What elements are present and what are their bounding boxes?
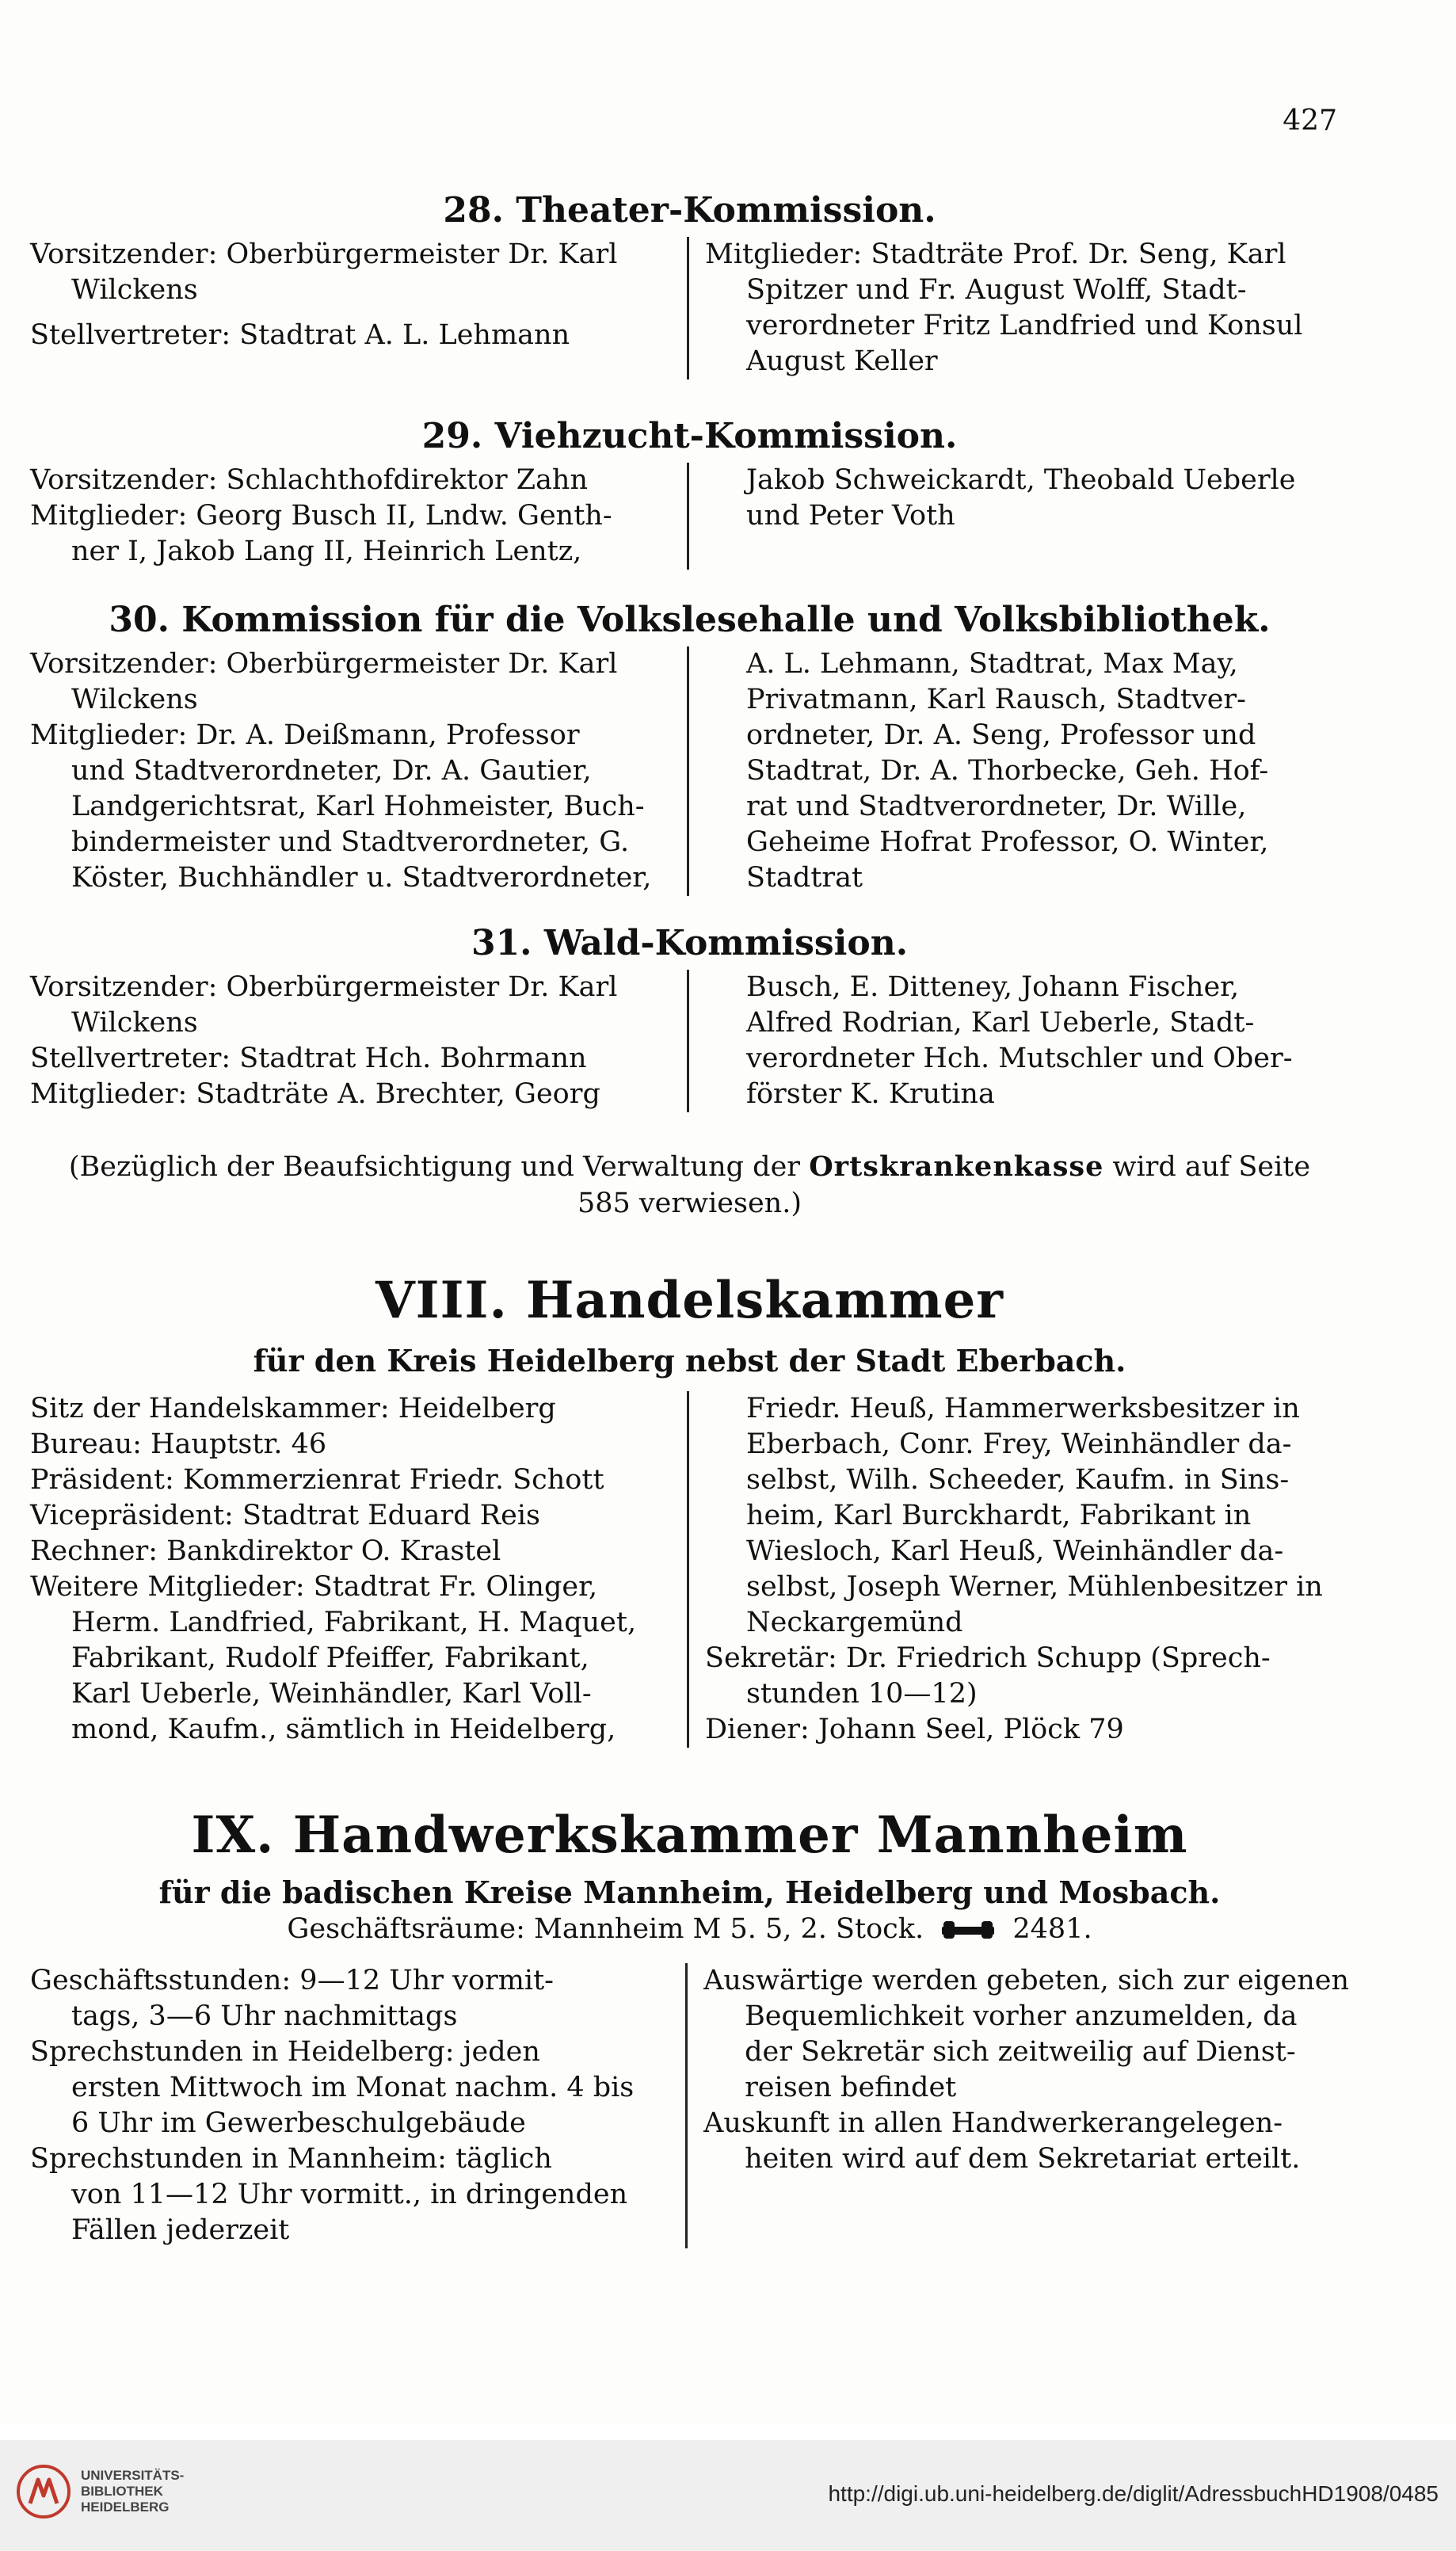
text-line: und Stadtverordneter, Dr. A. Gautier, — [71, 754, 592, 787]
text-line: Auskunft in allen Handwerkerangelegen- — [703, 2107, 1283, 2140]
address-text: Geschäftsräume: Mannheim M 5. 5, 2. Stock. — [287, 1912, 924, 1945]
text-line: Fällen jederzeit — [71, 2214, 290, 2247]
phone-number: 2481. — [1012, 1912, 1092, 1945]
note-emphasis: Ortskrankenkasse — [809, 1150, 1104, 1183]
logo-text-line: BIBLIOTHEK — [81, 2484, 163, 2499]
left-column — [30, 237, 687, 379]
section-29 — [30, 416, 1349, 570]
text-line: Sekretär: Dr. Friedrich Schupp (Sprech- — [705, 1642, 1271, 1674]
right-column — [685, 1963, 1349, 2248]
right-column — [687, 237, 1349, 379]
right-column — [687, 463, 1349, 570]
section-title: 30. Kommission für die Volkslesehalle und Volksbibliothek. — [109, 600, 1271, 640]
left-column — [30, 1963, 685, 2248]
text-line: Fabrikant, Rudolf Pfeiffer, Fabrikant, — [71, 1642, 589, 1674]
chapter-title: IX. Handwerkskammer Mannheim — [191, 1806, 1188, 1865]
section-9-handwerkskammer — [30, 1806, 1349, 2248]
text-line: ordneter, Dr. A. Seng, Professor und — [746, 719, 1256, 751]
text-line: Sitz der Handelskammer: Heidelberg — [30, 1392, 556, 1424]
text-line: Mitglieder: Stadträte A. Brechter, Georg — [30, 1077, 600, 1110]
text-line: Stadtrat, Dr. A. Thorbecke, Geh. Hof- — [746, 754, 1269, 787]
text-line: Bureau: Hauptstr. 46 — [30, 1428, 327, 1460]
text-line: heiten wird auf dem Sekretariat erteilt. — [745, 2143, 1301, 2175]
text-line: Wilckens — [71, 273, 198, 306]
note-text: (Bezüglich der Beaufsichtigung und Verwaltung der — [68, 1151, 801, 1183]
chapter-title: VIII. Handelskammer — [375, 1271, 1004, 1330]
right-column — [687, 646, 1349, 896]
section-title: 29. Viehzucht-Kommission. — [421, 416, 958, 456]
text-line: stunden 10—12) — [746, 1677, 978, 1710]
text-line: heim, Karl Burckhardt, Fabrikant in — [746, 1499, 1252, 1531]
logo-text-line: UNIVERSITÄTS- — [81, 2468, 185, 2483]
telephone-icon — [940, 1919, 996, 1941]
text-line: verordneter Hch. Mutschler und Ober- — [746, 1042, 1293, 1074]
text-line: Diener: Johann Seel, Plöck 79 — [705, 1713, 1124, 1745]
source-url-link[interactable]: http://digi.ub.uni-heidelberg.de/diglit/AdressbuchHD1908/0485 — [828, 2481, 1439, 2506]
text-line: Neckargemünd — [746, 1606, 963, 1638]
text-line: reisen befindet — [745, 2072, 957, 2104]
left-column — [30, 646, 687, 896]
text-line: Stadtrat — [746, 861, 863, 894]
left-column — [30, 1391, 687, 1748]
library-logo[interactable] — [16, 2464, 184, 2519]
text-line: Stellvertreter: Stadtrat A. L. Lehmann — [30, 318, 570, 351]
address-line — [30, 1912, 1349, 1948]
text-line: A. L. Lehmann, Stadtrat, Max May, — [746, 647, 1238, 680]
text-line: Präsident: Kommerzienrat Friedr. Schott — [30, 1463, 604, 1496]
text-line: Mitglieder: Dr. A. Deißmann, Professor — [30, 719, 580, 751]
chapter-subtitle: für den Kreis Heidelberg nebst der Stadt Eberbach. — [253, 1342, 1126, 1378]
text-line: Friedr. Heuß, Hammerwerksbesitzer in — [746, 1392, 1300, 1424]
text-line: Herm. Landfried, Fabrikant, H. Maquet, — [71, 1606, 637, 1638]
left-column — [30, 463, 687, 570]
text-line: der Sekretär sich zeitweilig auf Dienst- — [745, 2036, 1296, 2069]
text-line: förster K. Krutina — [746, 1077, 995, 1110]
section-title: 28. Theater-Kommission. — [443, 190, 936, 231]
section-title: 31. Wald-Kommission. — [471, 923, 909, 963]
text-line: Vicepräsident: Stadtrat Eduard Reis — [30, 1499, 540, 1531]
text-line: Geheime Hofrat Professor, O. Winter, — [746, 826, 1269, 858]
right-column — [687, 970, 1349, 1112]
text-line: Jakob Schweickardt, Theobald Ueberle — [746, 463, 1296, 496]
text-line: Auswärtige werden gebeten, sich zur eigenen — [703, 1965, 1349, 1997]
text-line: ner I, Jakob Lang II, Heinrich Lentz, — [71, 535, 582, 567]
text-line: Weitere Mitglieder: Stadtrat Fr. Olinger, — [30, 1570, 598, 1603]
text-line: Wilckens — [71, 683, 198, 715]
text-line: Wiesloch, Karl Heuß, Weinhändler da- — [746, 1535, 1284, 1567]
text-line: Stellvertreter: Stadtrat Hch. Bohrmann — [30, 1042, 587, 1074]
text-line: Vorsitzender: Oberbürgermeister Dr. Karl — [30, 970, 618, 1003]
text-line: von 11—12 Uhr vormitt., in dringenden — [71, 2179, 628, 2211]
text-line: tags, 3—6 Uhr nachmittags — [71, 2000, 458, 2033]
text-line: selbst, Joseph Werner, Mühlenbesitzer in — [746, 1570, 1323, 1603]
text-line: Geschäftsstunden: 9—12 Uhr vormit- — [30, 1965, 554, 1997]
note-text: wird auf Seite 585 verwiesen.) — [577, 1151, 1311, 1219]
text-line: August Keller — [746, 345, 938, 377]
text-line: Bequemlichkeit vorher anzumelden, da — [745, 2000, 1298, 2033]
text-line: Busch, E. Ditteney, Johann Fischer, — [746, 970, 1240, 1003]
section-30 — [30, 600, 1349, 896]
text-line: Karl Ueberle, Weinhändler, Karl Voll- — [71, 1677, 592, 1710]
text-line: Landgerichtsrat, Karl Hohmeister, Buch- — [71, 790, 645, 822]
text-line: Vorsitzender: Oberbürgermeister Dr. Karl — [30, 647, 618, 680]
text-line: Spitzer und Fr. August Wolff, Stadt- — [746, 273, 1247, 306]
text-line: ersten Mittwoch im Monat nachm. 4 bis — [71, 2072, 635, 2104]
text-line: Alfred Rodrian, Karl Ueberle, Stadt- — [746, 1006, 1255, 1039]
left-column — [30, 970, 687, 1112]
text-line: Mitglieder: Georg Busch II, Lndw. Genth- — [30, 499, 612, 532]
chapter-subtitle: für die badischen Kreise Mannheim, Heidelberg und Mosbach. — [158, 1874, 1221, 1910]
text-line: selbst, Wilh. Scheeder, Kaufm. in Sins- — [746, 1463, 1290, 1496]
page-number: 427 — [1283, 105, 1337, 137]
reference-note — [30, 1149, 1349, 1222]
section-8-handelskammer — [30, 1272, 1349, 1748]
viewer-footer — [0, 2440, 1456, 2551]
text-line: Privatmann, Karl Rausch, Stadtver- — [746, 683, 1246, 715]
text-line: 6 Uhr im Gewerbeschulgebäude — [71, 2107, 526, 2140]
text-line: Mitglieder: Stadträte Prof. Dr. Seng, Karl — [705, 238, 1286, 270]
text-line: rat und Stadtverordneter, Dr. Wille, — [746, 790, 1247, 822]
text-line: und Peter Voth — [746, 499, 955, 532]
text-line: verordneter Fritz Landfried und Konsul — [746, 309, 1303, 341]
text-line: Köster, Buchhändler u. Stadtverordneter, — [71, 861, 652, 894]
section-31 — [30, 923, 1349, 1112]
text-line: Vorsitzender: Schlachthofdirektor Zahn — [30, 463, 589, 496]
logo-text-line: HEIDELBERG — [81, 2500, 170, 2515]
text-line: Wilckens — [71, 1006, 198, 1039]
text-line: bindermeister und Stadtverordneter, G. — [71, 826, 630, 858]
text-line: Sprechstunden in Heidelberg: jeden — [30, 2036, 540, 2069]
right-column — [687, 1391, 1349, 1748]
text-line: Eberbach, Conr. Frey, Weinhändler da- — [746, 1428, 1292, 1460]
library-seal-icon — [16, 2464, 71, 2519]
text-line: Sprechstunden in Mannheim: täglich — [30, 2143, 552, 2175]
text-line: mond, Kaufm., sämtlich in Heidelberg, — [71, 1713, 616, 1745]
text-line: Rechner: Bankdirektor O. Krastel — [30, 1535, 501, 1567]
section-28 — [30, 190, 1349, 379]
text-line: Vorsitzender: Oberbürgermeister Dr. Karl — [30, 238, 618, 270]
